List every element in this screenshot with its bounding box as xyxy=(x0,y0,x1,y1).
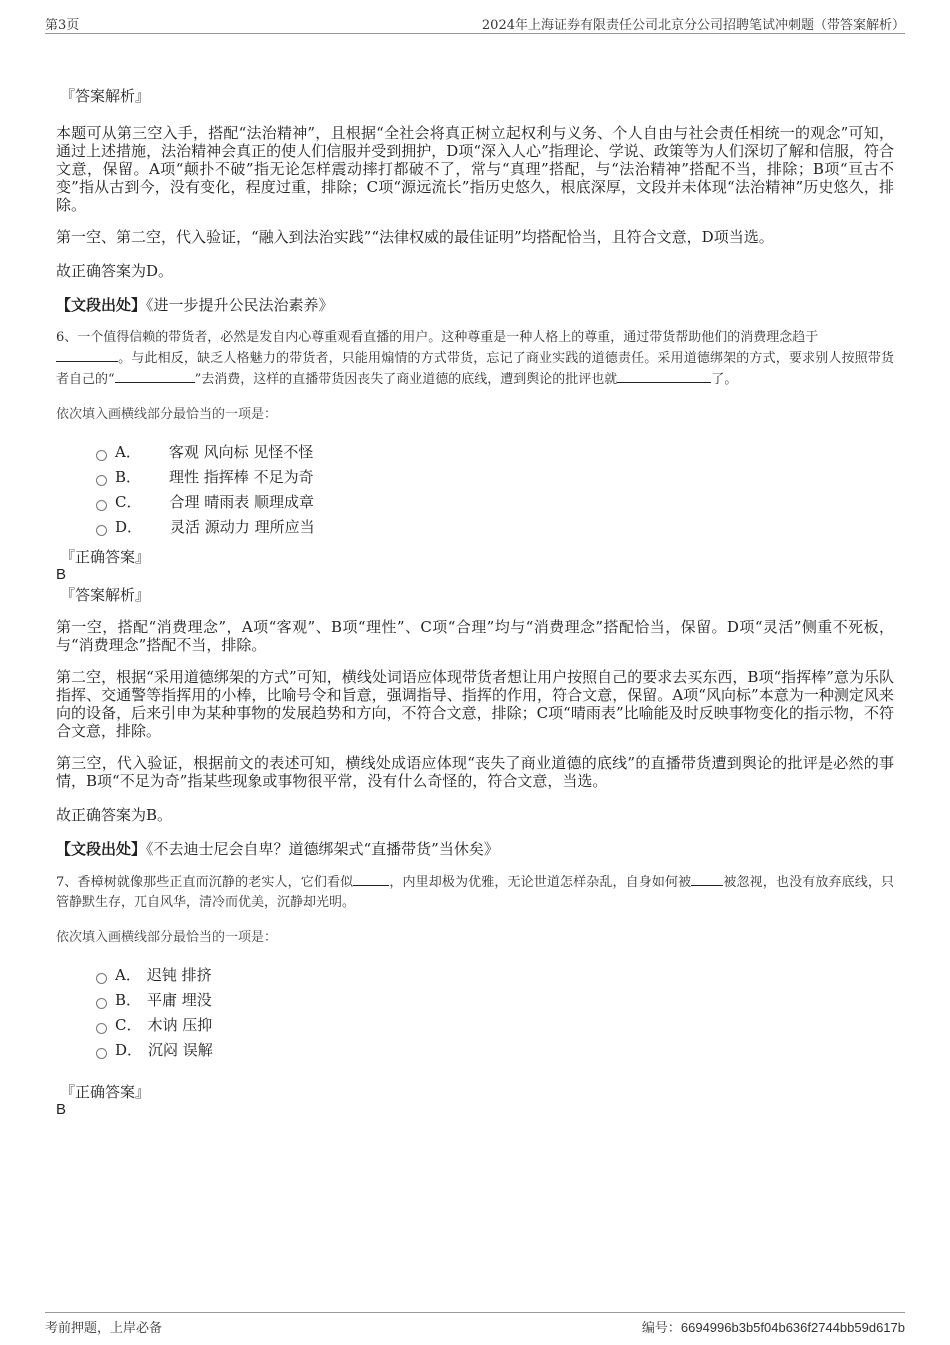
q6-text-part-4: 了。 xyxy=(711,372,738,387)
q7-options xyxy=(96,963,894,1063)
q6-source-title: 《不去迪士尼会自卑？道德绑架式“直播带货”当休矣》 xyxy=(146,840,499,858)
radio-button-icon[interactable] xyxy=(96,525,107,536)
q7-blank-1 xyxy=(353,872,389,886)
q7-blank-2 xyxy=(691,872,723,886)
q6-text-part-2: 。与此相反，缺乏人格魅力的带货者，只能用煽情的方式带货，忘记了商业实践的道德责任。采用道德绑架的方式，要求别人按照带货者自己的“ xyxy=(56,351,894,387)
option-letter: C． xyxy=(115,493,142,511)
q6-option-c[interactable] xyxy=(96,490,894,515)
page-number: 第3页 xyxy=(45,18,80,33)
q5-conclusion: 故正确答案为D。 xyxy=(56,262,174,280)
q6-blank-2 xyxy=(115,369,195,383)
option-text: 沉闷 误解 xyxy=(148,1041,213,1059)
document-code xyxy=(642,1317,905,1336)
q6-blank-1 xyxy=(56,348,118,362)
option-letter: A． xyxy=(115,966,141,984)
radio-button-icon[interactable] xyxy=(96,450,107,461)
option-text: 木讷 压抑 xyxy=(147,1016,213,1034)
q6-option-a[interactable] xyxy=(96,440,894,465)
option-text: 合理 晴雨表 顺理成章 xyxy=(169,493,315,511)
option-letter: B． xyxy=(115,991,142,1009)
q5-source xyxy=(56,296,894,314)
radio-button-icon[interactable] xyxy=(96,475,107,486)
q5-source-title: 《进一步提升公民法治素养》 xyxy=(146,296,334,314)
q7-option-c[interactable] xyxy=(96,1013,894,1038)
q7-option-b[interactable] xyxy=(96,988,894,1013)
q6-instruction: 依次填入画横线部分最恰当的一项是： xyxy=(56,407,278,422)
q6-answer-value: B xyxy=(56,566,67,583)
page-content xyxy=(56,86,894,1119)
q5-analysis-tag: 『答案解析』 xyxy=(60,87,151,105)
q6-conclusion: 故正确答案为B。 xyxy=(56,806,173,824)
page-footer xyxy=(45,1312,905,1334)
q7-question-text xyxy=(56,872,894,913)
code-value: 6694996b3b5f04b636f2744bb59d617b xyxy=(680,1320,905,1335)
q5-analysis-paragraph-2: 第一空、第二空，代入验证，“融入到法治实践”“法律权威的最佳证明”均搭配恰当，且符合文意，D项当选。 xyxy=(56,228,774,246)
document-title: 2024年上海证券有限责任公司北京分公司招聘笔试冲刺题（带答案解析） xyxy=(481,18,905,33)
page-header xyxy=(45,12,905,34)
q6-option-b[interactable] xyxy=(96,465,894,490)
option-text: 客观 风向标 见怪不怪 xyxy=(168,443,314,461)
q7-option-d[interactable] xyxy=(96,1038,894,1063)
radio-button-icon[interactable] xyxy=(96,998,107,1009)
radio-button-icon[interactable] xyxy=(96,973,107,984)
q7-text-part-3: 被忽视，也没有放弃底线，只管静默生存，兀自风华，清冷而优美，沉静却光明。 xyxy=(56,875,894,910)
radio-button-icon[interactable] xyxy=(96,500,107,511)
q6-answer-tag: 『正确答案』 xyxy=(60,548,151,566)
option-letter: A． xyxy=(115,443,141,461)
q7-text-part-2: ，内里却极为优雅，无论世道怎样杂乱，自身如何被 xyxy=(389,875,692,890)
q6-option-d[interactable] xyxy=(96,515,894,540)
option-letter: D． xyxy=(115,518,143,536)
radio-button-icon[interactable] xyxy=(96,1023,107,1034)
option-text: 灵活 源动力 理所应当 xyxy=(170,518,315,536)
q7-text-part-1: 7、香樟树就像那些正直而沉静的老实人，它们看似 xyxy=(56,875,354,890)
option-letter: D． xyxy=(115,1041,143,1059)
q6-question-text xyxy=(56,328,894,390)
option-text: 平庸 埋没 xyxy=(147,991,212,1009)
q7-instruction: 依次填入画横线部分最恰当的一项是： xyxy=(56,930,278,945)
option-letter: B． xyxy=(115,468,142,486)
q6-options xyxy=(96,440,894,540)
q5-source-label: 【文段出处】 xyxy=(56,296,147,314)
footer-slogan: 考前押题，上岸必备 xyxy=(45,1321,163,1336)
option-letter: C． xyxy=(115,1016,142,1034)
q6-source xyxy=(56,840,894,858)
q6-source-label: 【文段出处】 xyxy=(56,840,147,858)
q7-answer-value: B xyxy=(56,1101,67,1118)
radio-button-icon[interactable] xyxy=(96,1048,107,1059)
q6-text-part-1: 6、一个值得信赖的带货者，必然是发自内心尊重观看直播的用户。这种尊重是一种人格上的尊重，通过带货帮助他们的消费理念趋于 xyxy=(56,330,819,345)
q6-analysis-paragraph-3: 第三空，代入验证，根据前文的表述可知，横线处成语应体现“丧失了商业道德的底线”的直播带货遭到舆论的批评是必然的事情，B项“不足为奇”指某些现象或事物很平常，没有什么奇怪的，符合文意，当选。 xyxy=(56,754,894,790)
q6-text-part-3: ”去消费，这样的直播带货因丧失了商业道德的底线，遭到舆论的批评也就 xyxy=(194,372,618,387)
q7-answer-tag: 『正确答案』 xyxy=(60,1083,151,1101)
q6-blank-3 xyxy=(617,369,711,383)
q6-analysis-paragraph-1: 第一空，搭配“消费理念”，A项“客观”、B项“理性”、C项“合理”均与“消费理念”搭配恰当，保留。D项“灵活”侧重不死板，与“消费理念”搭配不当，排除。 xyxy=(56,618,894,654)
q7-option-a[interactable] xyxy=(96,963,894,988)
option-text: 迟钝 排挤 xyxy=(146,966,212,984)
option-text: 理性 指挥棒 不足为奇 xyxy=(169,468,314,486)
q6-analysis-paragraph-2: 第二空，根据“采用道德绑架的方式”可知，横线处词语应体现带货者想让用户按照自己的要求去买东西，B项“指挥棒”意为乐队指挥、交通警等指挥用的小棒，比喻号令和旨意，强调指导、指挥的作用，符合文意，保留。A项“风向标”本意为一种测定风来向的设备，后来引申为某种事物的发展趋势和方向，不符合文意，排除；C项“晴雨表”比喻能及时反映事物变化的指示物，不符合文意，排除。 xyxy=(56,668,894,740)
q5-analysis-paragraph-1: 本题可从第三空入手，搭配“法治精神”，且根据“全社会将真正树立起权利与义务、个人自由与社会责任相统一的观念”可知，通过上述措施，法治精神会真正的使人们信服并受到拥护，D项“深入人心”指理论、学说、政策等为人们深切了解和信服，符合文意，保留。A项“颠扑不破”指无论怎样震动摔打都破不了，常与“真理”搭配，与“法治精神”搭配不当，排除；B项“亘古不变”指从古到今，没有变化，程度过重，排除；C项“源远流长”指历史悠久，根底深厚，文段并未体现“法治精神”历史悠久，排除。 xyxy=(56,124,894,214)
q6-analysis-tag: 『答案解析』 xyxy=(60,586,151,604)
code-label: 编号： xyxy=(641,1321,681,1336)
